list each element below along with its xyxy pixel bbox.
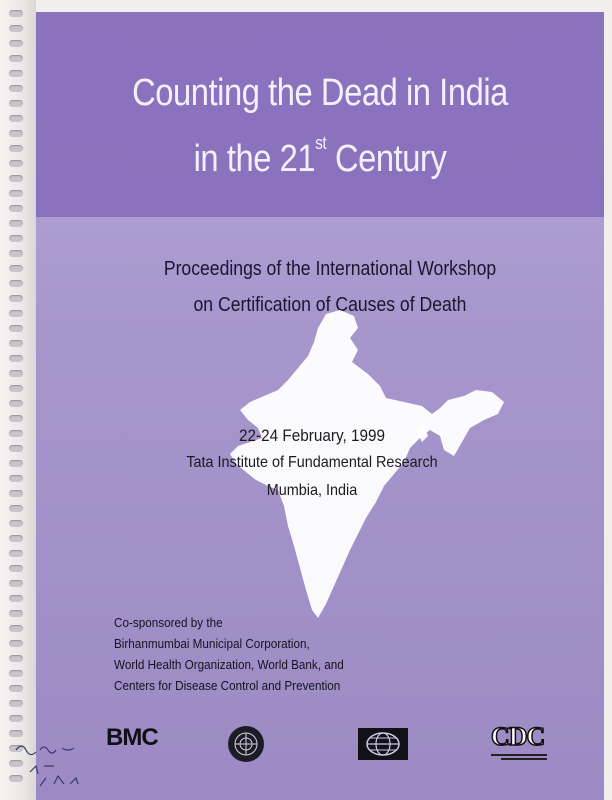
binding-ring [9, 145, 23, 152]
binding-ring [9, 430, 23, 437]
sponsor-line-3: Centers for Disease Control and Prevention [114, 678, 341, 693]
spiral-binding [0, 0, 36, 800]
bmc-logo: BMC [106, 724, 158, 751]
binding-ring [9, 265, 23, 272]
binding-ring [9, 220, 23, 227]
binding-ring [9, 115, 23, 122]
cover-title-line-2 [76, 133, 564, 181]
event-date: 22-24 February, 1999 [238, 426, 385, 445]
cdc-logo-caption-lines [491, 754, 551, 760]
sponsors-heading: Co-sponsored by the [114, 615, 223, 630]
binding-ring [9, 355, 23, 362]
binding-ring [9, 25, 23, 32]
title-superscript: st [315, 133, 327, 154]
binding-ring [9, 640, 23, 647]
binding-ring [9, 160, 23, 167]
binding-ring [9, 610, 23, 617]
binding-ring [9, 10, 23, 17]
binding-ring [9, 535, 23, 542]
binding-ring [9, 700, 23, 707]
event-city: Mumbia, India [266, 482, 358, 499]
binding-ring [9, 340, 23, 347]
binding-ring [9, 310, 23, 317]
binding-ring [9, 685, 23, 692]
cover [36, 12, 604, 800]
binding-ring [9, 415, 23, 422]
cdc-logo [491, 722, 551, 758]
binding-ring [9, 580, 23, 587]
binding-ring [9, 55, 23, 62]
cover-title-line-1: Counting the Dead in India [132, 72, 508, 114]
event-venue: Tata Institute of Fundamental Research [186, 454, 438, 471]
binding-ring [9, 490, 23, 497]
binding-ring [9, 730, 23, 737]
binding-ring [9, 655, 23, 662]
binding-ring [9, 100, 23, 107]
sponsors-block [114, 612, 344, 696]
binding-ring [9, 475, 23, 482]
binding-ring [9, 565, 23, 572]
binding-ring [9, 325, 23, 332]
sponsor-line-1: Birhanmumbai Municipal Corporation, [114, 636, 310, 651]
handwritten-note-icon [10, 740, 130, 796]
binding-ring [9, 520, 23, 527]
binding-ring [9, 205, 23, 212]
binding-ring [9, 445, 23, 452]
binding-ring [9, 190, 23, 197]
binding-ring [9, 715, 23, 722]
binding-ring [9, 385, 23, 392]
binding-ring [9, 70, 23, 77]
binding-ring [9, 295, 23, 302]
title-prefix: in the 21 [193, 138, 316, 180]
binding-ring [9, 175, 23, 182]
binding-ring [9, 550, 23, 557]
binding-ring [9, 595, 23, 602]
binding-ring [9, 460, 23, 467]
binding-ring [9, 250, 23, 257]
binding-ring [9, 130, 23, 137]
binding-ring [9, 40, 23, 47]
title-suffix: Century [326, 138, 447, 180]
binding-ring [9, 505, 23, 512]
binding-ring [9, 400, 23, 407]
cdc-logo-text: CDC [491, 722, 545, 751]
sponsor-line-2: World Health Organization, World Bank, and [114, 657, 344, 672]
binding-ring [9, 85, 23, 92]
world-bank-logo-icon [358, 728, 408, 760]
subtitle-line-2: on Certification of Causes of Death [193, 294, 467, 316]
binding-ring [9, 235, 23, 242]
binding-ring [9, 370, 23, 377]
binding-ring [9, 280, 23, 287]
binding-ring [9, 625, 23, 632]
subtitle-line-1: Proceedings of the International Workshop [163, 258, 497, 280]
binding-ring [9, 670, 23, 677]
un-emblem-icon [226, 724, 266, 764]
